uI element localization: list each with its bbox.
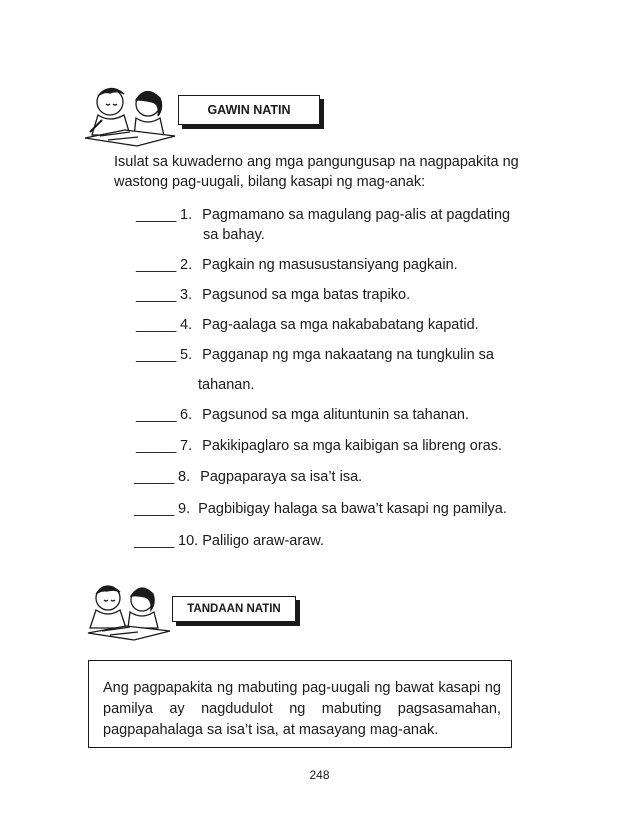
item-text: Paliligo araw-araw.	[202, 533, 324, 549]
answer-blank: _____	[136, 207, 177, 223]
item-text: Pagmamano sa magulang pag-alis at pagdating	[202, 207, 511, 223]
list-item	[134, 501, 507, 517]
item-number: 3.	[180, 287, 193, 303]
item-number: 6.	[180, 407, 193, 423]
list-item	[136, 257, 458, 273]
summary-text: Ang pagpapakita ng mabuting pag-uugali ng bawat kasapi ng pamilya ay nagdudulot ng mabuting pagsasamahan, pagpapahalaga sa isa’t isa, at masayang mag-anak.	[103, 680, 501, 738]
children-writing-icon	[80, 80, 180, 150]
list-item	[134, 469, 362, 485]
item-number: 5.	[180, 347, 193, 363]
gawin-natin-banner: GAWIN NATIN	[178, 95, 320, 125]
list-item	[134, 533, 324, 549]
answer-blank: _____	[136, 407, 177, 423]
answer-blank: _____	[136, 347, 177, 363]
answer-blank: _____	[134, 469, 175, 485]
answer-blank: _____	[136, 438, 177, 454]
list-item	[136, 438, 502, 454]
item-number: 10.	[178, 533, 199, 549]
item-number: 2.	[180, 257, 193, 273]
children-reading-icon	[80, 578, 175, 643]
answer-blank: _____	[136, 257, 177, 273]
item-text-continuation: sa bahay.	[203, 227, 265, 243]
answer-blank: _____	[136, 287, 177, 303]
item-number: 8.	[178, 469, 191, 485]
item-text: Pagbibigay halaga sa bawa’t kasapi ng pamilya.	[198, 501, 507, 517]
item-text: Pagsunod sa mga alituntunin sa tahanan.	[202, 407, 469, 423]
summary-box	[88, 660, 512, 748]
tandaan-natin-banner: TANDAAN NATIN	[172, 596, 296, 622]
item-text: Pakikipaglaro sa mga kaibigan sa libreng oras.	[202, 438, 502, 454]
list-item	[136, 207, 510, 223]
list-item	[136, 347, 494, 363]
list-item	[136, 317, 479, 333]
item-text: Pagganap ng mga nakaatang na tungkulin sa	[202, 347, 494, 363]
item-number: 7.	[180, 438, 193, 454]
item-number: 4.	[180, 317, 193, 333]
page-number: 248	[309, 768, 330, 782]
item-text-continuation: tahanan.	[198, 377, 255, 393]
instructions-text: Isulat sa kuwaderno ang mga pangungusap na nagpapakita ng wastong pag-uugali, bilang kasapi ng mag-anak:	[114, 154, 519, 190]
item-number: 9.	[178, 501, 191, 517]
item-number: 1.	[180, 207, 193, 223]
answer-blank: _____	[134, 533, 175, 549]
item-text: Pagsunod sa mga batas trapiko.	[202, 287, 411, 303]
list-item	[136, 407, 469, 423]
item-text: Pagpaparaya sa isa’t isa.	[200, 469, 363, 485]
item-text: Pagkain ng masusustansiyang pagkain.	[202, 257, 458, 273]
answer-blank: _____	[136, 317, 177, 333]
list-item	[136, 287, 410, 303]
item-text: Pag-aalaga sa mga nakababatang kapatid.	[202, 317, 479, 333]
answer-blank: _____	[134, 501, 175, 517]
